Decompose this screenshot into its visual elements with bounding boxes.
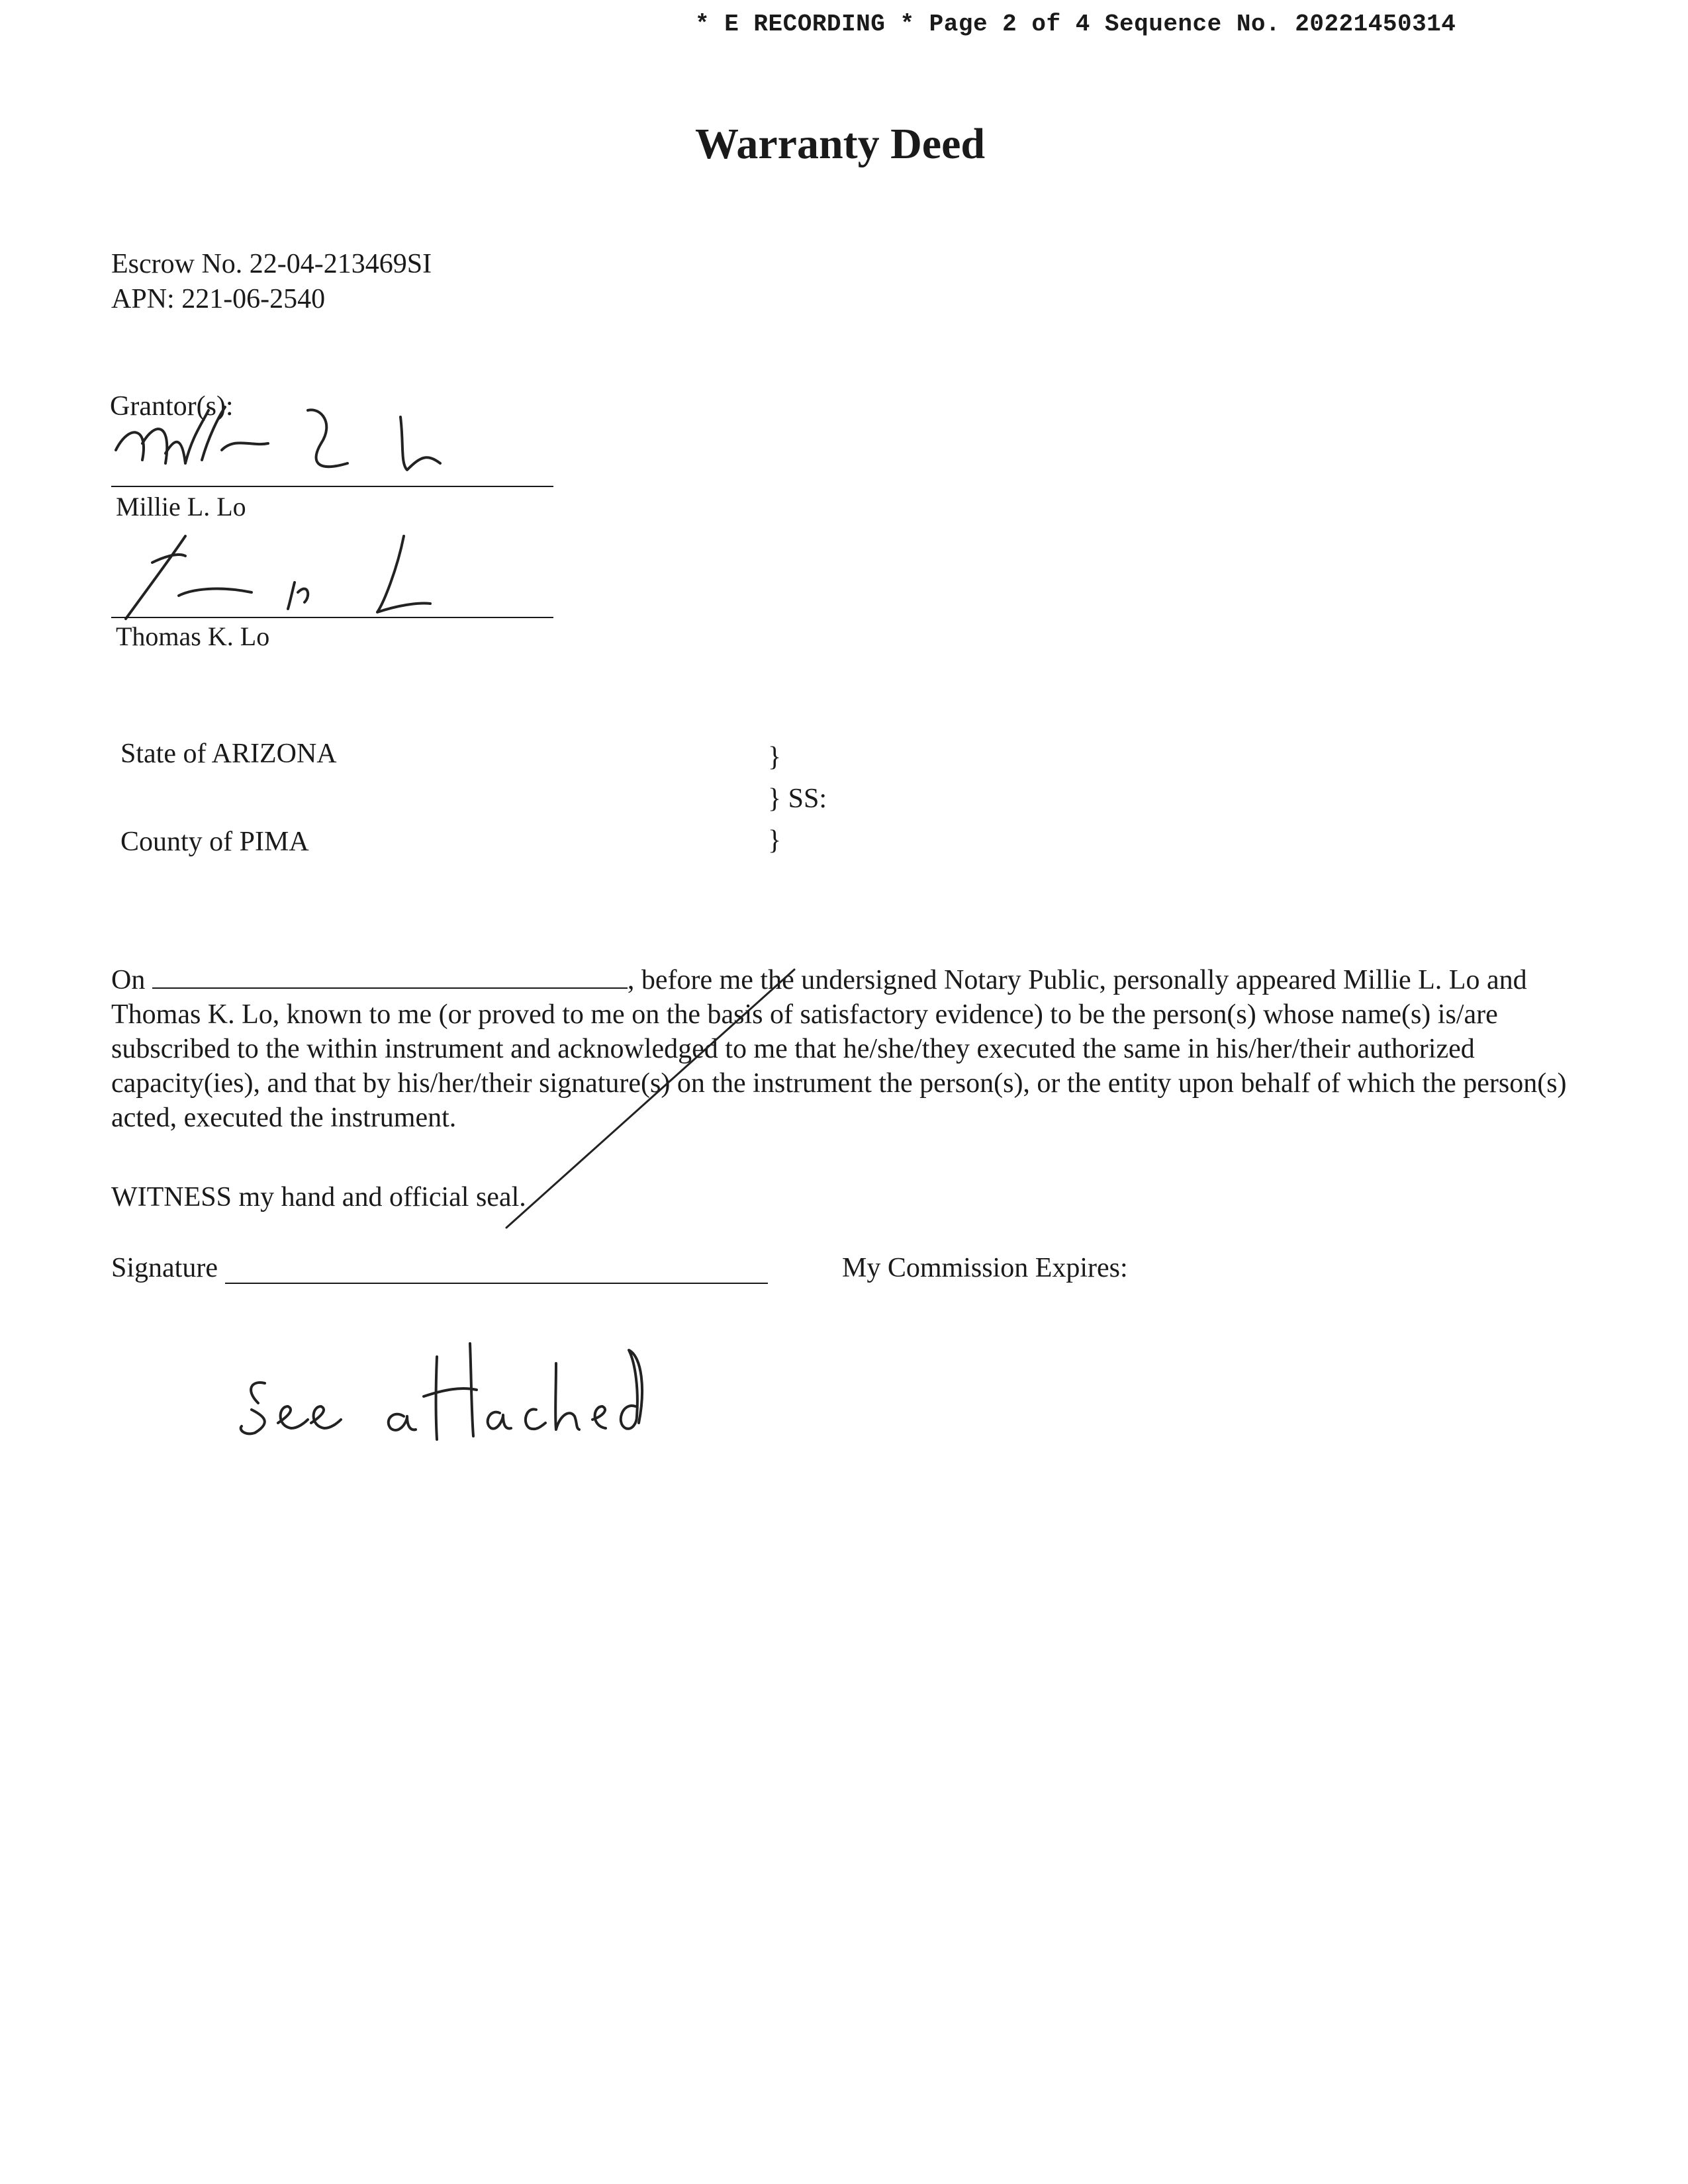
commission-expires-label: My Commission Expires: (842, 1253, 1128, 1283)
venue-state: State of ARIZONA (120, 739, 337, 769)
ack-body: , before me the undersigned Notary Public, personally appeared Millie L. Lo and Thomas K. Lo, known to me (or proved to me on the basis of satisfactory evidence) to be the person(s) whose name(s) is/are subscribed to the within instrument and acknowledged to me that he/she/they executed the same in his/her/their authorized capacity(ies), and that by his/her/their signature(s) on the instrument the person(s), or the entity upon behalf of which the person(s) acted, executed the instrument. (111, 965, 1567, 1133)
escrow-number: Escrow No. 22-04-213469SI (111, 249, 432, 279)
grantor-signature-1 (109, 397, 559, 496)
document-title: Warranty Deed (695, 120, 986, 168)
apn-number: APN: 221-06-2540 (111, 284, 326, 314)
recording-header: * E RECORDING * Page 2 of 4 Sequence No. 20221450314 (695, 11, 1456, 38)
grantor-2-name: Thomas K. Lo (116, 621, 270, 651)
grantor-signature-2 (113, 529, 563, 622)
venue-brace-ss: } SS: (768, 784, 827, 814)
venue-brace-top: } (768, 742, 782, 772)
grantor-1-signature-line (111, 486, 553, 487)
acknowledgment-paragraph (111, 963, 1574, 1135)
grantor-2-signature-line (111, 617, 553, 618)
notary-signature-line (225, 1283, 768, 1284)
venue-county: County of PIMA (120, 827, 309, 857)
strike-mark (503, 966, 821, 1231)
handwritten-see-attached (225, 1317, 649, 1449)
ack-on-label: On (111, 965, 146, 995)
grantor-1-name: Millie L. Lo (116, 492, 246, 522)
grantor-label: Grantor(s): (110, 391, 234, 422)
signature-label: Signature (111, 1253, 218, 1283)
venue-brace-bottom: } (768, 825, 782, 856)
witness-line: WITNESS my hand and official seal. (111, 1182, 526, 1212)
